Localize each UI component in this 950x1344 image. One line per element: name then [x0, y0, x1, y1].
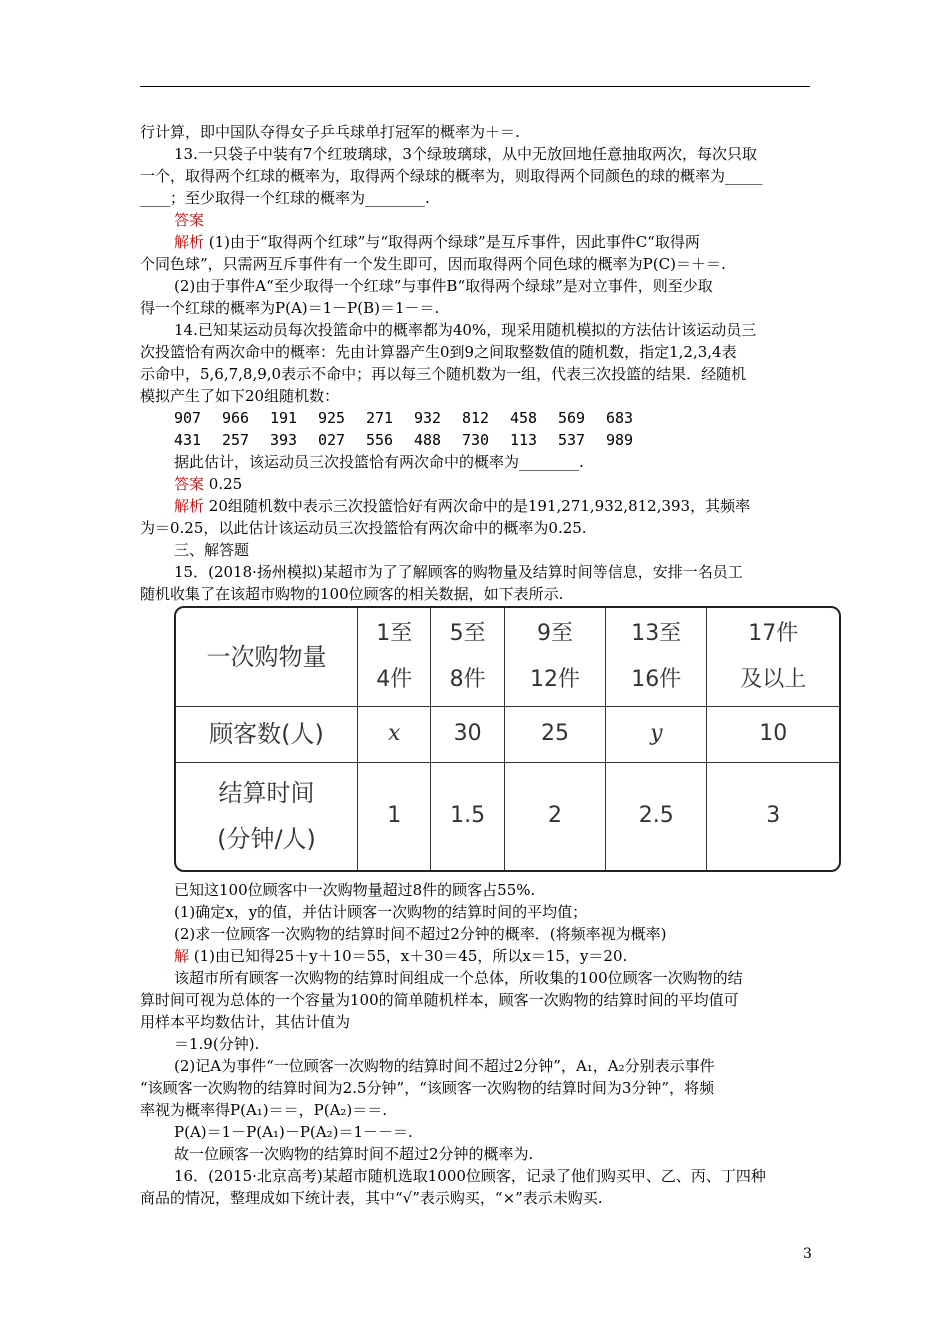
solution-label: 解	[174, 947, 190, 965]
random-number: 569	[558, 409, 586, 427]
table-cell: 1至 4件	[358, 608, 431, 706]
section-heading: 三、解答题	[174, 541, 250, 559]
random-number: 966	[222, 409, 250, 427]
table-cell: 一次购物量	[176, 608, 358, 706]
text-line: 商品的情况，整理成如下统计表，其中“√”表示购买，“×”表示未购买.	[140, 1189, 603, 1207]
text-line: 示命中，5,6,7,8,9,0表示不命中；再以每三个随机数为一组，代表三次投篮的结果．经随机	[140, 365, 747, 383]
random-number: 488	[414, 431, 442, 449]
table-cell: 9至 12件	[504, 608, 605, 706]
text-line: (1)确定x，y的值，并估计顾客一次购物的结算时间的平均值；	[174, 903, 588, 921]
answer-text: 0.25	[204, 475, 243, 493]
table-cell: x	[358, 706, 431, 762]
text-line: 算时间可视为总体的一个容量为100的简单随机样本，顾客一次购物的结算时间的平均值可	[140, 991, 739, 1009]
text-line: 故一位顾客一次购物的结算时间不超过2分钟的概率为.	[174, 1145, 534, 1163]
answer-line	[174, 474, 846, 494]
question-16: 16．(2015·北京高考)某超市随机选取1000位顾客，记录了他们购买甲、乙、丙、丁四种	[174, 1167, 766, 1185]
text-line: ____；至少取得一个红球的概率为________.	[140, 189, 430, 207]
random-number: 812	[462, 409, 490, 427]
text-line: 据此估计，该运动员三次投篮恰有两次命中的概率为________.	[174, 453, 584, 471]
random-number: 730	[462, 431, 490, 449]
table-cell: 2	[504, 762, 605, 870]
text-line: 行计算，即中国队夺得女子乒乓球单打冠军的概率为＋＝.	[140, 123, 520, 141]
text-line: “该顾客一次购物的结算时间为2.5分钟”，“该顾客一次购物的结算时间为3分钟”，将频	[140, 1079, 715, 1097]
random-numbers-row-1	[174, 408, 654, 428]
answer-label: 答案	[174, 475, 205, 493]
text-line: (2)求一位顾客一次购物的结算时间不超过2分钟的概率．(将频率视为概率)	[174, 925, 667, 943]
random-number: 907	[174, 409, 202, 427]
table-cell: 17件 及以上	[707, 608, 839, 706]
random-number: 925	[318, 409, 346, 427]
text-line: 个同色球”，只需两互斥事件有一个发生即可，因而取得两个同色球的概率为P(C)＝＋＝.	[140, 255, 726, 273]
random-number: 932	[414, 409, 442, 427]
text-line: 该超市所有顾客一次购物的结算时间组成一个总体，所收集的100位顾客一次购物的结	[174, 969, 743, 987]
table-cell: 2.5	[606, 762, 707, 870]
random-number: 191	[270, 409, 298, 427]
solution-text: (1)由已知得25＋y＋10＝55，x＋30＝45，所以x＝15，y＝20.	[189, 947, 628, 965]
random-number: 431	[174, 431, 202, 449]
table-cell: 13至 16件	[606, 608, 707, 706]
text-line: (2)由于事件A“至少取得一个红球”与事件B“取得两个绿球”是对立事件，则至少取	[174, 277, 713, 295]
table-cell: 25	[504, 706, 605, 762]
text-line: 得一个红球的概率为P(A)＝1－P(B)＝1－＝.	[140, 299, 440, 317]
table-cell: y	[606, 706, 707, 762]
text-line: 次投篮恰有两次命中的概率：先由计算器产生0到9之间取整数值的随机数，指定1,2,3,4表	[140, 343, 737, 361]
random-number: 989	[606, 431, 634, 449]
table-cell: 10	[707, 706, 839, 762]
question-14: 14.已知某运动员每次投篮命中的概率都为40%，现采用随机模拟的方法估计该运动员三	[174, 321, 757, 339]
text-line: 为＝0.25，以此估计该运动员三次投篮恰有两次命中的概率为0.25.	[140, 519, 587, 537]
analysis-line	[174, 232, 846, 252]
purchase-table	[174, 606, 841, 872]
text-line: 一个，取得两个红球的概率为，取得两个绿球的概率为，则取得两个同颜色的球的概率为_____	[140, 167, 763, 185]
analysis-label: 解析	[174, 497, 205, 515]
table-row	[176, 706, 839, 762]
text-line: ＝1.9(分钟).	[174, 1035, 260, 1053]
table-row	[176, 762, 839, 870]
solution-line	[174, 946, 846, 966]
analysis-line	[174, 496, 846, 516]
text-line: 用样本平均数估计，其估计值为	[140, 1013, 351, 1031]
random-number: 683	[606, 409, 634, 427]
answer-label: 答案	[174, 211, 205, 229]
question-15: 15．(2018·扬州模拟)某超市为了了解顾客的购物量及结算时间等信息，安排一名员工	[174, 563, 743, 581]
table-cell: 5至 8件	[431, 608, 504, 706]
analysis-text: (1)由于“取得两个红球”与“取得两个绿球”是互斥事件，因此事件C“取得两	[204, 233, 700, 251]
text-line: (2)记A为事件“一位顾客一次购物的结算时间不超过2分钟”，A₁，A₂分别表示事件	[174, 1057, 715, 1075]
text-line: P(A)＝1－P(A₁)－P(A₂)＝1－－＝.	[174, 1123, 413, 1141]
table-cell: 结算时间 (分钟/人)	[176, 762, 358, 870]
table-cell: 1	[358, 762, 431, 870]
text-line: 随机收集了在该超市购物的100位顾客的相关数据，如下表所示.	[140, 585, 564, 603]
page-number: 3	[803, 1246, 812, 1262]
table-cell: 30	[431, 706, 504, 762]
random-number: 027	[318, 431, 346, 449]
text-line: 已知这100位顾客中一次购物量超过8件的顾客占55%.	[174, 881, 536, 899]
question-13: 13.一只袋子中装有7个红玻璃球，3个绿玻璃球，从中无放回地任意抽取两次，每次只取	[174, 145, 757, 163]
table-cell: 3	[707, 762, 839, 870]
analysis-label: 解析	[174, 233, 205, 251]
random-number: 257	[222, 431, 250, 449]
table-row	[176, 608, 839, 706]
random-number: 458	[510, 409, 538, 427]
analysis-text: 20组随机数中表示三次投篮恰好有两次命中的是191,271,932,812,393，其频率	[204, 497, 751, 515]
random-number: 393	[270, 431, 298, 449]
random-number: 537	[558, 431, 586, 449]
random-numbers-row-2	[174, 430, 654, 450]
random-number: 113	[510, 431, 538, 449]
table-cell: 顾客数(人)	[176, 706, 358, 762]
text-line: 率视为概率得P(A₁)＝＝，P(A₂)＝＝.	[140, 1101, 388, 1119]
random-number: 556	[366, 431, 394, 449]
header-rule	[140, 86, 810, 87]
random-number: 271	[366, 409, 394, 427]
table-cell: 1.5	[431, 762, 504, 870]
text-line: 模拟产生了如下20组随机数：	[140, 387, 340, 405]
